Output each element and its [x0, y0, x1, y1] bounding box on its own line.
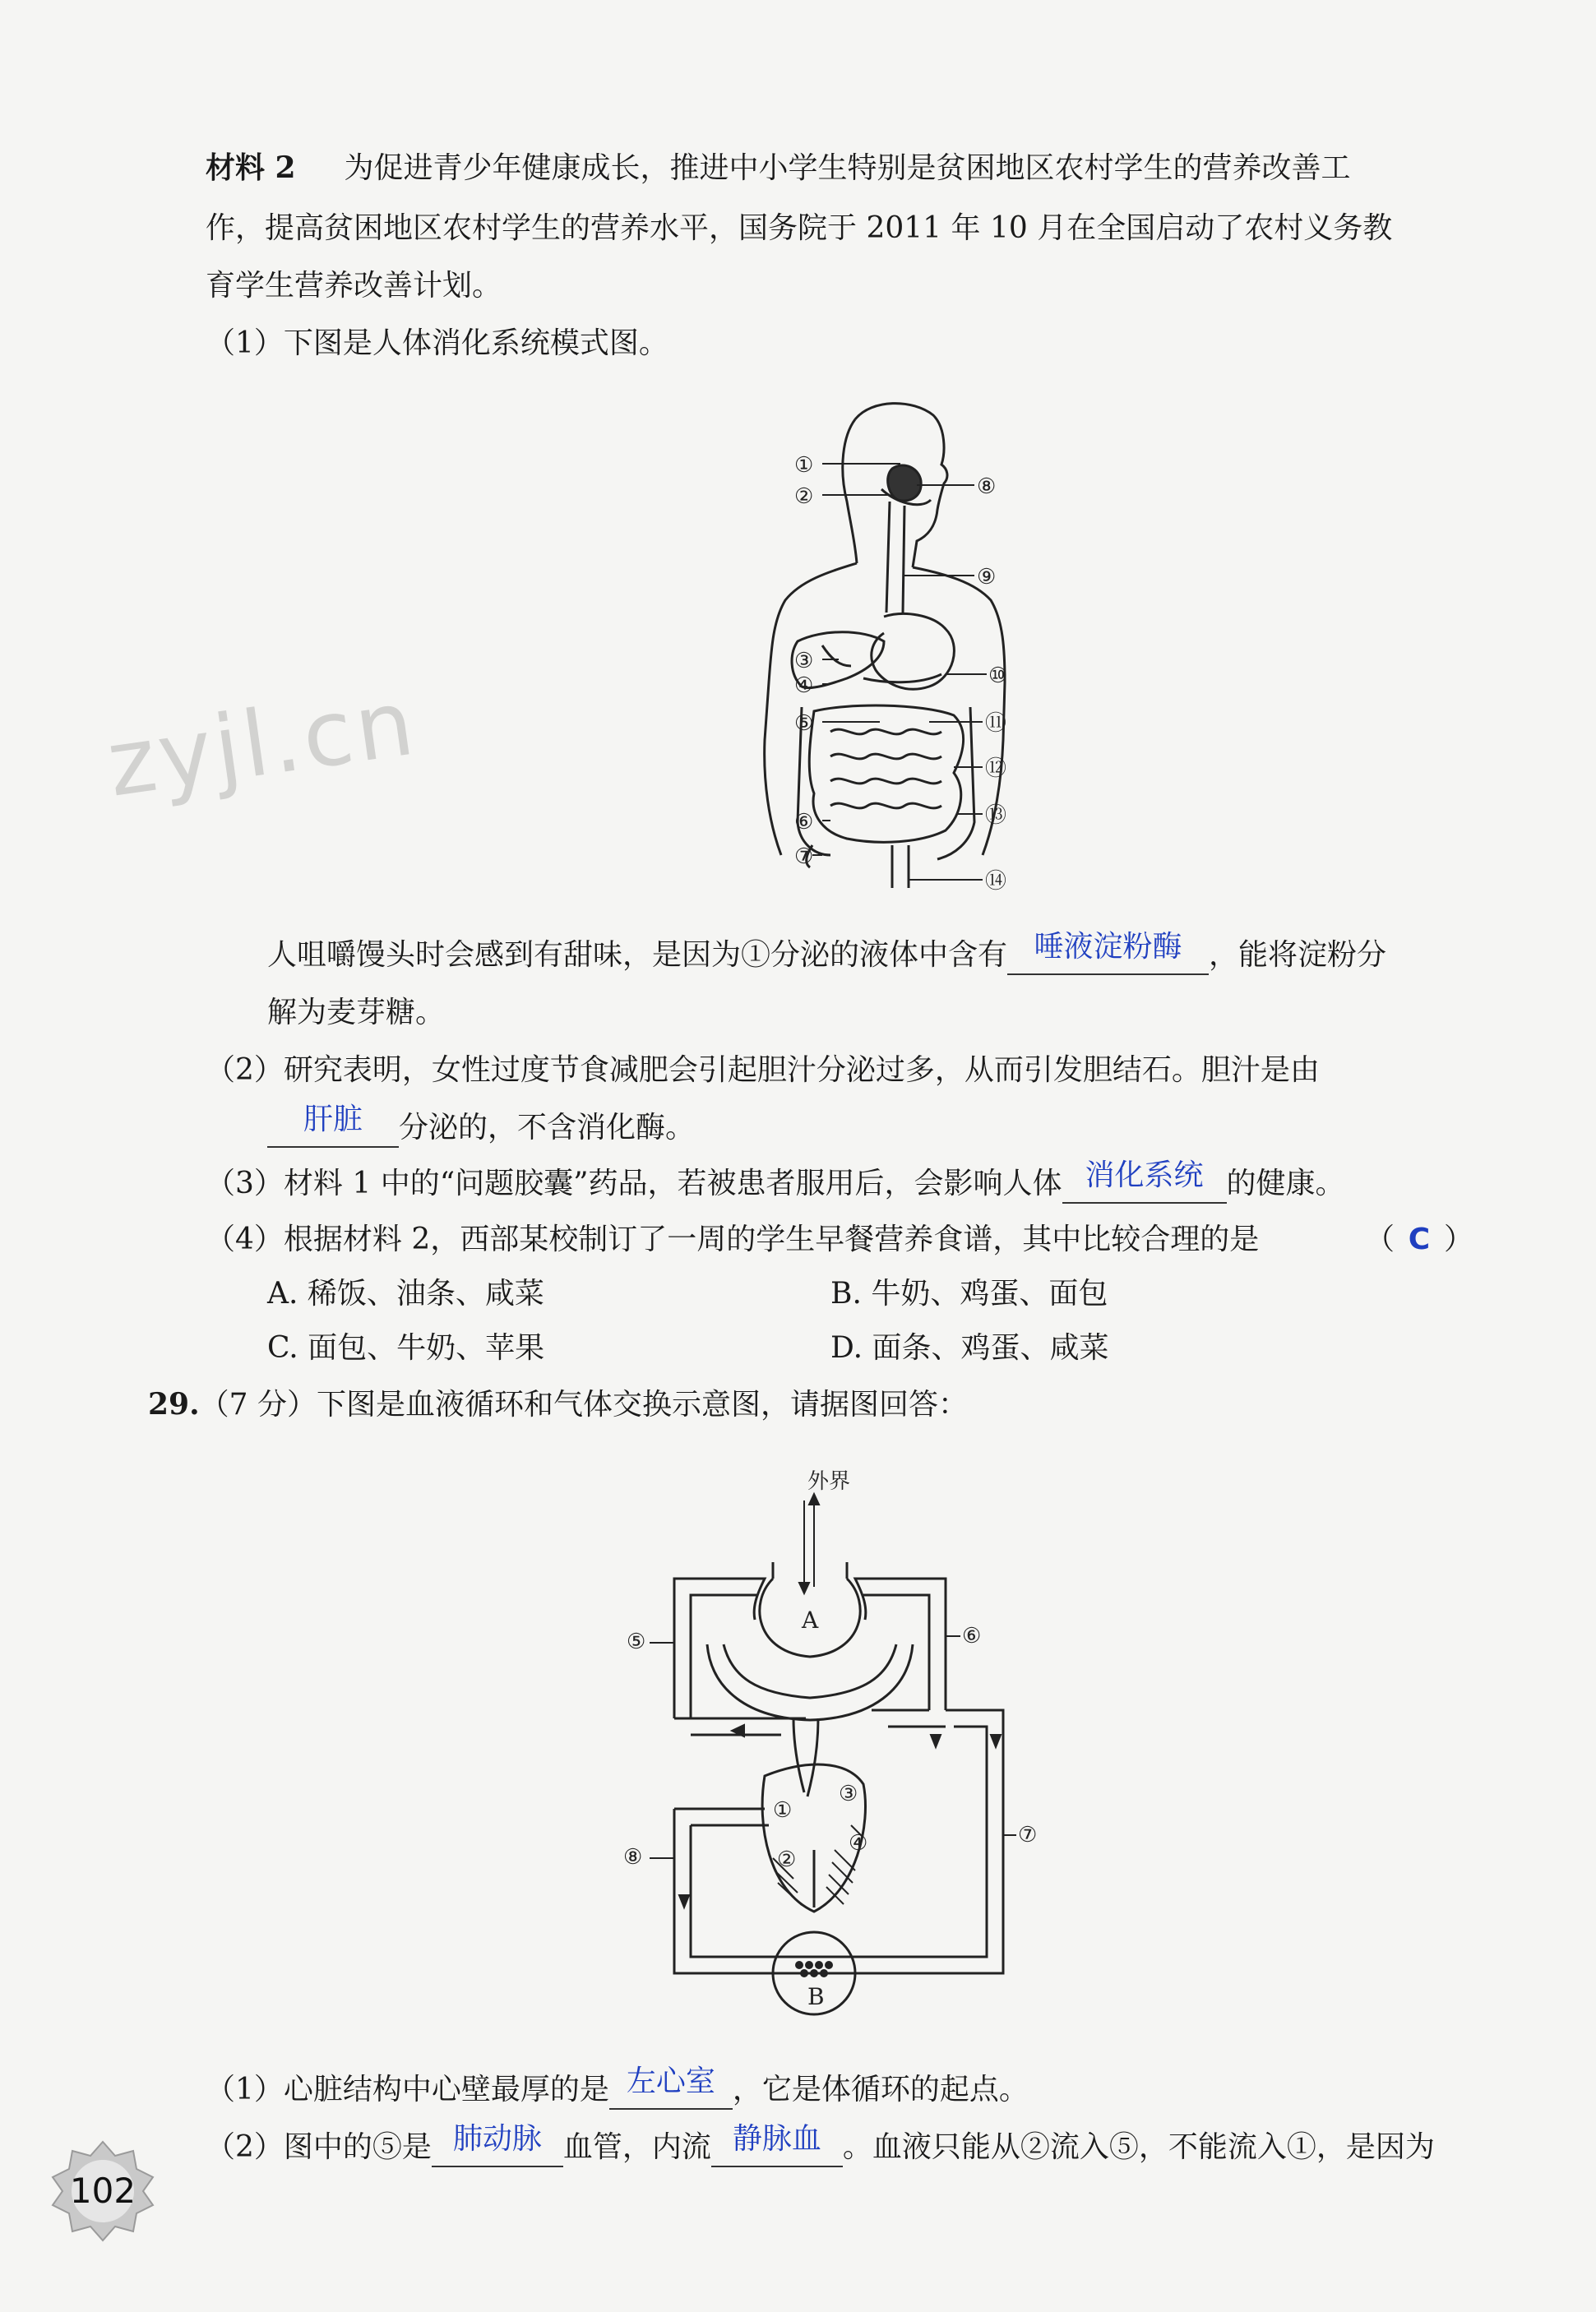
q29-sub1-blank — [609, 2065, 733, 2110]
watermark: zyjl.cn — [100, 669, 423, 817]
q4-paren-open: （ — [1365, 1223, 1395, 1256]
q1-stem: （1）下图是人体消化系统模式图。 — [206, 326, 668, 360]
q4-option-c: C. 面包、牛奶、苹果 — [267, 1331, 545, 1365]
digestive-label-4: ④ — [794, 673, 814, 698]
q3-text-a: （3）材料 1 中的“问题胶囊”药品，若被患者服用后，会影响人体 — [206, 1167, 1062, 1200]
q2-text-after: 分泌的，不含消化酶。 — [399, 1111, 696, 1144]
q4-option-d: D. 面条、鸡蛋、咸菜 — [830, 1331, 1109, 1365]
vessel-label-5: ⑤ — [627, 1630, 646, 1654]
q2-line2 — [267, 1103, 696, 1148]
digestive-label-12: ⑫ — [985, 756, 1007, 781]
tissue-label-b: B — [807, 1983, 825, 2010]
material2-line1 — [206, 150, 1351, 187]
material2-line2: 作，提高贫困地区农村学生的营养水平，国务院于 2011 年 10 月在全国启动了农村义务教 — [206, 211, 1393, 245]
q3-text-b: 的健康。 — [1226, 1167, 1345, 1200]
q2-line1: （2）研究表明，女性过度节食减肥会引起胆汁分泌过多，从而引发胆结石。胆汁是由 — [206, 1053, 1320, 1087]
material2-label: 材料 2 — [206, 150, 296, 185]
alveolus-label-a: A — [802, 1607, 819, 1634]
digestive-label-11: ⑪ — [985, 711, 1007, 736]
q29-line — [148, 1386, 968, 1423]
q4-option-b: B. 牛奶、鸡蛋、面包 — [830, 1277, 1108, 1311]
digestive-label-1: ① — [794, 453, 814, 478]
material2-line3: 育学生营养改善计划。 — [206, 269, 502, 303]
q29-sub2-blank-2 — [711, 2122, 843, 2167]
q1-text-a: 人咀嚼馒头时会感到有甜味，是因为①分泌的液体中含有 — [267, 938, 1008, 972]
outside-label: 外界 — [807, 1469, 851, 1494]
q29-sub2-answer-2: 静脉血 — [732, 2122, 821, 2156]
digestive-label-14: ⑭ — [985, 869, 1007, 894]
q29-sub2-blank-1 — [432, 2122, 563, 2167]
q4-answer: C — [1408, 1223, 1431, 1256]
digestive-label-3: ③ — [794, 649, 814, 673]
digestive-label-8: ⑧ — [977, 474, 997, 499]
digestive-label-6: ⑥ — [794, 810, 814, 835]
vessel-label-7: ⑦ — [1018, 1823, 1038, 1847]
digestive-label-9: ⑨ — [977, 565, 997, 590]
head-back-outline — [843, 419, 857, 563]
heart-label-2: ② — [777, 1847, 797, 1872]
q2-blank — [267, 1103, 399, 1148]
q29-stem: （7 分）下图是血液循环和气体交换示意图，请据图回答： — [199, 1388, 968, 1422]
q1-text-b: ，能将淀粉分 — [1209, 938, 1387, 972]
q29-sub2 — [206, 2122, 1435, 2167]
digestive-label-7: ⑦ — [794, 844, 814, 869]
q1-text-c: 解为麦芽糖。 — [267, 996, 446, 1029]
q29-sub1-text-a: （1）心脏结构中心壁最厚的是 — [206, 2073, 609, 2106]
q29-sub2-text-b: 血管，内流 — [562, 2130, 711, 2164]
vessel-label-6: ⑥ — [962, 1624, 982, 1648]
heart-label-4: ④ — [849, 1831, 868, 1856]
page-number: 102 — [69, 2171, 136, 2211]
q1-blank — [1007, 930, 1209, 975]
material2-text-1: 为促进青少年健康成长，推进中小学生特别是贫困地区农村学生的营养改善工 — [344, 151, 1351, 185]
q29-sub2-answer-1: 肺动脉 — [452, 2122, 542, 2156]
digestive-label-5: ⑤ — [794, 711, 814, 736]
q1-answer-line — [267, 930, 1387, 975]
digestive-label-10: ⑩ — [988, 664, 1008, 688]
q29-sub2-text-c: 。血液只能从②流入⑤，不能流入①，是因为 — [842, 2130, 1435, 2164]
q4-stem: （4）根据材料 2，西部某校制订了一周的学生早餐营养食谱，其中比较合理的是 — [206, 1223, 1260, 1256]
vessel-label-8: ⑧ — [623, 1845, 643, 1870]
q1-answer: 唾液淀粉酶 — [1034, 930, 1182, 964]
heart-label-1: ① — [773, 1798, 793, 1823]
circulation-figure — [617, 1463, 1061, 2039]
q29-sub1-text-b: ，它是体循环的起点。 — [732, 2073, 1029, 2106]
q2-answer: 肝脏 — [303, 1103, 363, 1136]
digestive-label-2: ② — [794, 484, 814, 509]
digestive-system-figure — [707, 395, 1052, 904]
q29-sub1 — [206, 2065, 1029, 2110]
q4-paren — [1365, 1222, 1473, 1258]
q29-sub2-text-a: （2）图中的⑤是 — [206, 2130, 432, 2164]
digestive-label-13: ⑬ — [985, 803, 1007, 828]
q4-paren-close: ） — [1444, 1223, 1474, 1256]
q3-line — [206, 1158, 1345, 1204]
q3-answer: 消化系统 — [1085, 1158, 1204, 1192]
heart-label-3: ③ — [839, 1782, 858, 1806]
q29-sub1-answer: 左心室 — [626, 2065, 715, 2098]
q29-number: 29. — [148, 1387, 200, 1422]
q4-option-a: A. 稀饭、油条、咸菜 — [267, 1277, 544, 1311]
q3-blank — [1062, 1158, 1227, 1204]
